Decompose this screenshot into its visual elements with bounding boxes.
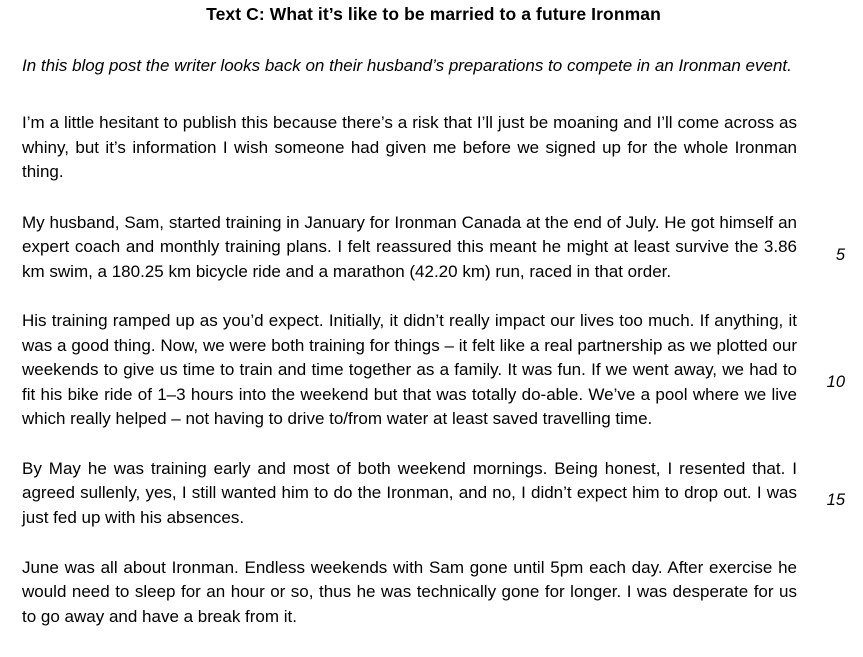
line-number-marker: 10 [826,373,845,392]
paragraph-block [22,309,845,431]
paragraph-text: By May he was training early and most of both weekend mornings. Being honest, I resented that. I agreed sullenly, yes, I still wanted him to do the Ironman, and no, I didn’t expect him to drop out. I was just fed up with his absences. [22,458,797,527]
paragraph-text: I’m a little hesitant to publish this because there’s a risk that I’ll just be moaning and I’ll come across as whiny, but it’s information I wish someone had given me before we signed up for the whole Ironman thing. [22,113,797,182]
paragraph-text: June was all about Ironman. Endless weekends with Sam gone until 5pm each day. After exercise he would need to sleep for an hour or so, thus he was technically gone for longer. I was desperate for us to go away and have a break from it. [22,558,797,626]
line-number-marker: 15 [826,490,845,509]
paragraph-block [22,211,845,284]
paragraph-block [22,556,845,629]
paragraph-text: My husband, Sam, started training in January for Ironman Canada at the end of July. He got himself an expert coach and monthly training plans. I felt reassured this meant he might at least survive the 3.86 km swim, a 180.25 km bicycle ride and a marathon (42.20 km) run, raced in that order. [22,212,797,281]
line-number-marker: 5 [835,245,845,264]
document-intro: In this blog post the writer looks back on their husband’s preparations to compete in an Ironman event. [22,56,792,75]
page-title: Text C: What it’s like to be married to a future Ironman [206,4,661,24]
paragraph-text: His training ramped up as you’d expect. Initially, it didn’t really impact our lives too much. If anything, it was a good thing. Now, we were both training for things – it felt like a real partnership as we plotted our weekends to give us time to train and time together as a family. It was fun. If we went away, we had to fit his bike ride of 1–3 hours into the weekend but that was totally do-able. We’ve a pool where we live which really helped – not having to drive to/from water at least saved travelling time. [22,311,797,429]
paragraph-block [22,111,845,184]
paragraph-block [22,457,845,530]
